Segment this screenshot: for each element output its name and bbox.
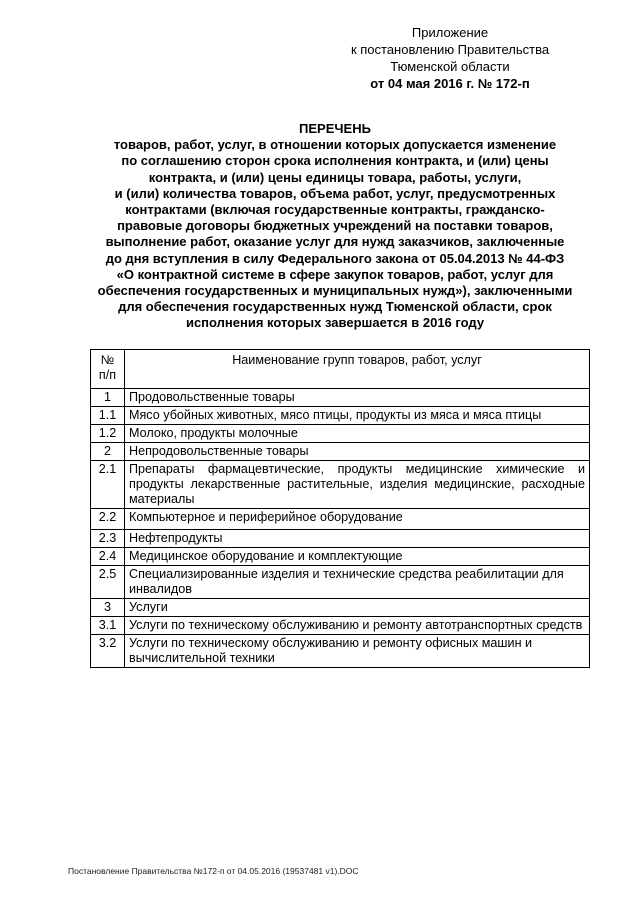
title-line: выполнение работ, оказание услуг для нужд заказчиков, заключенные xyxy=(105,234,565,250)
table-row xyxy=(91,599,590,617)
table-row xyxy=(91,617,590,635)
table-row xyxy=(91,548,590,566)
title-line: контрактами (включая государственные контракты, гражданско- xyxy=(125,202,545,218)
row-num: 3.1 xyxy=(91,617,125,635)
title-line: правовые договоры бюджетных учреждений на поставки товаров, xyxy=(117,218,553,234)
table-row xyxy=(91,566,590,599)
table-row xyxy=(91,389,590,407)
table-row xyxy=(91,461,590,509)
appendix-date-number: от 04 мая 2016 г. № 172-п xyxy=(370,76,530,91)
row-num: 2 xyxy=(91,443,125,461)
table-row xyxy=(91,509,590,530)
row-name: Услуги по техническому обслуживанию и ремонту офисных машин и вычислительной техники xyxy=(125,635,590,668)
table-row xyxy=(91,635,590,668)
title-line: до дня вступления в силу Федерального закона от 05.04.2013 № 44-ФЗ xyxy=(105,250,565,266)
row-num: 1.1 xyxy=(91,407,125,425)
appendix-block xyxy=(300,24,600,92)
title-line: товаров, работ, услуг, в отношении которых допускается изменение xyxy=(113,137,557,153)
table-row xyxy=(91,443,590,461)
title-line: обеспечения государственных и муниципальных нужд»), заключенными xyxy=(97,283,573,299)
row-num: 2.5 xyxy=(91,566,125,599)
table-header-row xyxy=(91,350,590,389)
title-line: «О контрактной системе в сфере закупок товаров, работ, услуг для xyxy=(116,266,554,282)
row-name: Мясо убойных животных, мясо птицы, продукты из мяса и мяса птицы xyxy=(125,407,590,425)
row-num: 1.2 xyxy=(91,425,125,443)
title-line: контракта, и (или) цены единицы товара, работы, услуги, xyxy=(148,169,522,185)
row-name: Продовольственные товары xyxy=(125,389,590,407)
row-name: Непродовольственные товары xyxy=(125,443,590,461)
header-name: Наименование групп товаров, работ, услуг xyxy=(125,350,590,389)
appendix-region: Тюменской области xyxy=(390,59,510,74)
footer-filename: Постановление Правительства №172-п от 04.05.2016 (19537481 v1).DOC xyxy=(68,866,359,876)
title-line: по соглашению сторон срока исполнения контракта, и (или) цены xyxy=(121,153,549,169)
row-name: Компьютерное и периферийное оборудование xyxy=(125,509,590,530)
row-num: 3.2 xyxy=(91,635,125,668)
table-row xyxy=(91,530,590,548)
title-line: и (или) количества товаров, объема работ, услуг, предусмотренных xyxy=(114,185,556,201)
row-name: Препараты фармацевтические, продукты медицинские химические и продукты лекарственные растительные, изделия медицинские, расходные материалы xyxy=(125,461,590,509)
row-name: Услуги по техническому обслуживанию и ремонту автотранспортных средств xyxy=(125,617,590,635)
title-line: для обеспечения государственных нужд Тюменской области, срок xyxy=(118,299,552,315)
appendix-label: Приложение xyxy=(411,25,489,40)
row-num: 2.3 xyxy=(91,530,125,548)
row-name: Нефтепродукты xyxy=(125,530,590,548)
row-num: 2.2 xyxy=(91,509,125,530)
table-row xyxy=(91,407,590,425)
row-name: Медицинское оборудование и комплектующие xyxy=(125,548,590,566)
document-title xyxy=(70,121,600,332)
row-name: Услуги xyxy=(125,599,590,617)
appendix-resolution: к постановлению Правительства xyxy=(350,42,550,57)
table-row xyxy=(91,425,590,443)
goods-services-table xyxy=(90,349,590,668)
header-num: № п/п xyxy=(91,350,125,389)
row-num: 2.4 xyxy=(91,548,125,566)
row-num: 2.1 xyxy=(91,461,125,509)
title-line: исполнения которых завершается в 2016 году xyxy=(185,315,485,331)
row-name: Специализированные изделия и технические средства реабилитации для инвалидов xyxy=(125,566,590,599)
title-heading: ПЕРЕЧЕНЬ xyxy=(299,121,371,136)
row-num: 1 xyxy=(91,389,125,407)
row-num: 3 xyxy=(91,599,125,617)
row-name: Молоко, продукты молочные xyxy=(125,425,590,443)
